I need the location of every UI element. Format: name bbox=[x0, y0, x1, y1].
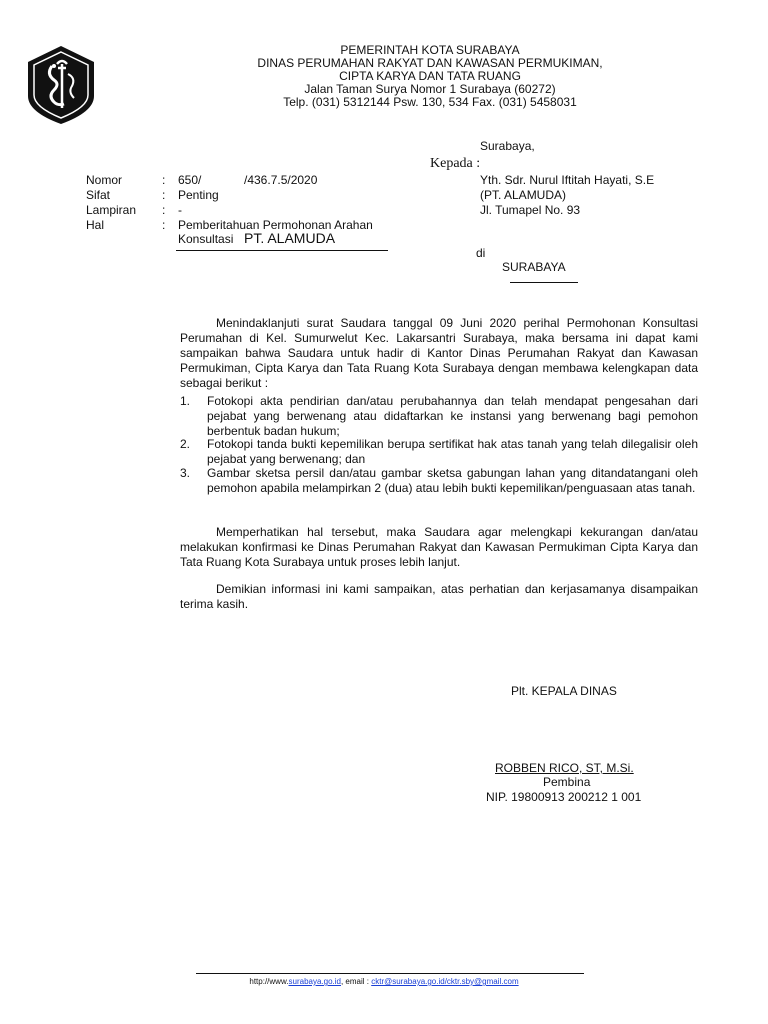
hal-value-line1: Pemberitahuan Permohonan Arahan bbox=[178, 218, 373, 232]
hal-value-company: PT. ALAMUDA bbox=[244, 230, 336, 246]
list-item-number: 3. bbox=[180, 466, 191, 480]
hal-label: Hal bbox=[86, 218, 105, 232]
sifat-sep: : bbox=[162, 188, 166, 202]
lampiran-sep: : bbox=[162, 203, 166, 217]
signatory-rank: Pembina bbox=[543, 775, 591, 789]
signatory-title: Plt. KEPALA DINAS bbox=[511, 684, 617, 698]
hal-sep: : bbox=[162, 218, 166, 232]
surabaya-city-emblem-icon bbox=[24, 44, 98, 126]
letterhead-phone: Telp. (031) 5312144 Psw. 130, 534 Fax. (031) 5458031 bbox=[283, 95, 577, 109]
list-item-number: 1. bbox=[180, 394, 191, 408]
letterhead-line-2: DINAS PERUMAHAN RAKYAT DAN KAWASAN PERMUKIMAN, bbox=[257, 56, 603, 70]
footer-email-label: , email : bbox=[340, 977, 372, 986]
footer bbox=[0, 977, 768, 986]
body-paragraph-2-text: Memperhatikan hal tersebut, maka Saudara agar melengkapi kekurangan dan/atau melakukan konfirmasi ke Dinas Perumahan Rakyat dan Kawasan Permukiman Cipta Karya dan Tata Ruang Kota Surabaya untuk proses lebih lanjut. bbox=[180, 525, 698, 569]
list-item-text: Fotokopi akta pendirian dan/atau perubahannya dan telah mendapat pengesahan dari pejabat yang berwenang atau didaftarkan ke instansi yang berwenang bagi pemohon berbentuk badan hukum; bbox=[207, 394, 698, 438]
recipient-name: Yth. Sdr. Nurul Iftitah Hayati, S.E bbox=[480, 173, 655, 187]
sifat-label: Sifat bbox=[86, 188, 111, 202]
footer-email-link[interactable]: cktr@surabaya.go.id/cktr.sby@gmail.com bbox=[371, 977, 519, 986]
signatory-name: ROBBEN RICO, ST, M.Si. bbox=[495, 761, 634, 775]
nomor-label: Nomor bbox=[86, 173, 123, 187]
body-paragraph-3-text: Demikian informasi ini kami sampaikan, atas perhatian dan kerjasamanya disampaikan terima kasih. bbox=[180, 582, 698, 611]
list-item-number: 2. bbox=[180, 437, 191, 451]
letterhead-line-3: CIPTA KARYA DAN TATA RUANG bbox=[339, 69, 521, 83]
letterhead-address: Jalan Taman Surya Nomor 1 Surabaya (60272) bbox=[304, 82, 556, 96]
list-item-text: Fotokopi tanda bukti kepemilikan berupa sertifikat hak atas tanah yang telah dilegalisir oleh pejabat yang berwenang; dan bbox=[207, 437, 698, 466]
recipient-address: Jl. Tumapel No. 93 bbox=[480, 203, 581, 217]
footer-website-link[interactable]: surabaya.go.id bbox=[288, 977, 341, 986]
recipient-company: (PT. ALAMUDA) bbox=[480, 188, 567, 202]
nomor-sep: : bbox=[162, 173, 166, 187]
list-item-text: Gambar sketsa persil dan/atau gambar sketsa gabungan lahan yang ditandatangani oleh pemohon apabila melampirkan 2 (dua) atau lebih bukti kepemilikan/penguasaan atas tanah. bbox=[207, 466, 698, 495]
lampiran-label: Lampiran bbox=[86, 203, 137, 217]
letterhead-line-1: PEMERINTAH KOTA SURABAYA bbox=[340, 43, 520, 57]
hal-underline-divider bbox=[176, 250, 388, 251]
letter-place: Surabaya, bbox=[480, 139, 535, 153]
sifat-value: Penting bbox=[178, 188, 219, 202]
lampiran-value: - bbox=[178, 203, 182, 217]
body-paragraph-1-text: Menindaklanjuti surat Saudara tanggal 09 Juni 2020 perihal Permohonan Konsultasi Perumahan di Kel. Sumurwelut Kec. Lakarsantri Surabaya, maka bersama ini dapat kami sampaikan bahwa Saudara untuk hadir di Kantor Dinas Perumahan Rakyat dan Kawasan Permukiman, Cipta Karya dan Tata Ruang Kota Surabaya dengan membawa kelengkapan data sebagai berikut : bbox=[180, 316, 698, 390]
body-paragraph-2 bbox=[180, 525, 698, 570]
nomor-value-a: 650/ bbox=[178, 173, 202, 187]
signatory-nip: NIP. 19800913 200212 1 001 bbox=[486, 790, 642, 804]
nomor-value-b: /436.7.5/2020 bbox=[244, 173, 318, 187]
kepada-label: Kepada : bbox=[430, 156, 481, 171]
footer-divider bbox=[196, 973, 584, 974]
body-paragraph-3 bbox=[180, 582, 698, 612]
recipient-di: di bbox=[476, 246, 486, 260]
body-paragraph-1 bbox=[180, 316, 698, 391]
hal-value-prefix: Konsultasi bbox=[178, 232, 234, 246]
recipient-city: SURABAYA bbox=[502, 260, 566, 274]
city-underline-divider bbox=[510, 282, 578, 283]
footer-url-prefix: http://www. bbox=[249, 977, 289, 986]
